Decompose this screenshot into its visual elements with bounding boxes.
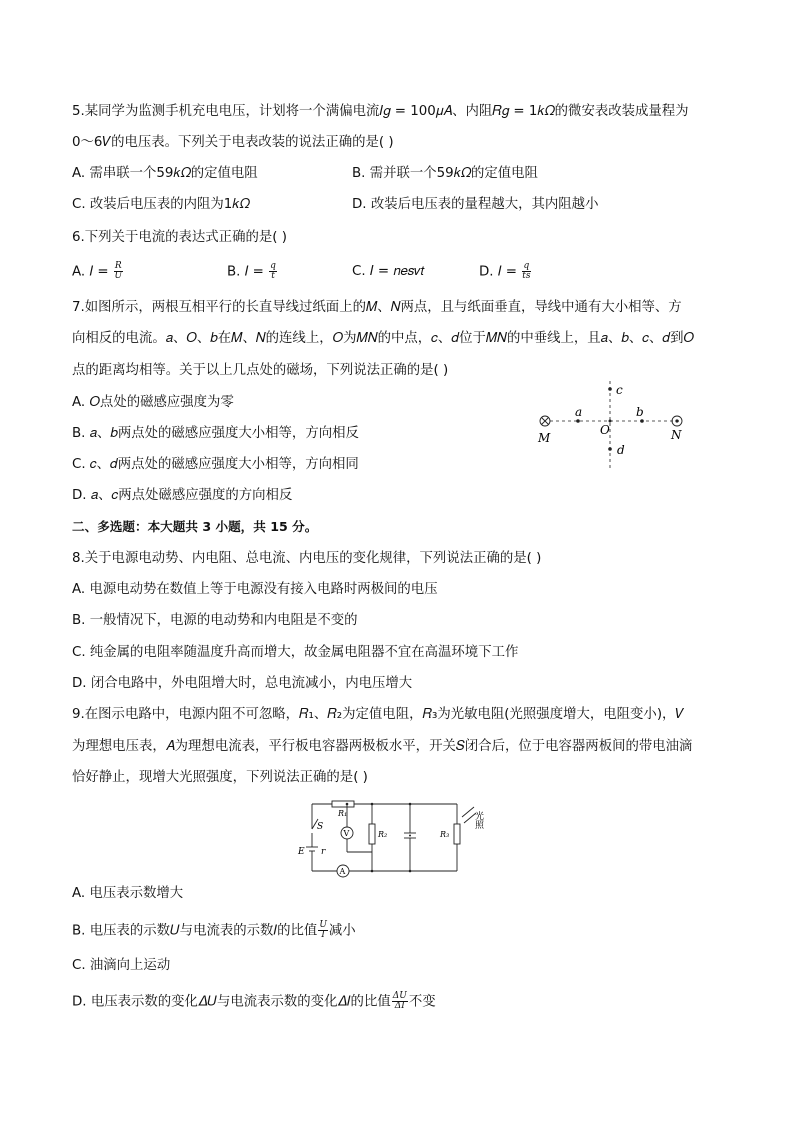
q8-option-a: A. 电源电动势在数值上等于电源没有接入电路时两极间的电压 — [72, 582, 438, 597]
q5-stem-line2: 0～6𝑉的电压表。下列关于电表改装的说法正确的是( ) — [72, 135, 394, 150]
q5-stem-line1: 5.某同学为监测手机充电电压，计划将一个满偏电流𝐼𝑔 = 100𝜇𝐴、内阻𝑅𝑔 = 1𝑘𝛺的微安表改装成量程为 — [72, 104, 689, 119]
q6-b-fraction: $\frac{q}{t}$ — [270, 261, 276, 281]
q7-magnetic-field-figure — [530, 376, 700, 474]
q5-option-b: B. 需并联一个59𝑘𝛺的定值电阻 — [352, 166, 538, 181]
label-b: b — [636, 405, 644, 419]
q7-stem-line3: 点的距离均相等。关于以上几点处的磁场，下列说法正确的是( ) — [72, 363, 449, 378]
q9-stem-line3: 恰好静止，现增大光照强度，下列说法正确的是( ) — [72, 770, 368, 785]
label-r1: R₁ — [338, 809, 348, 818]
q6-option-a: A. 𝐼 = $\frac{R}{U}$ — [72, 261, 123, 281]
q6-option-d: D. 𝐼 = $\frac{q}{ts}$ — [479, 261, 531, 281]
q6-a-fraction: $\frac{R}{U}$ — [114, 261, 123, 281]
q9-stem-line2: 为理想电压表，𝐴为理想电流表，平行板电容器两极板水平，开关𝑆闭合后，位于电容器两板间的带电油滴 — [72, 739, 693, 754]
q5-option-c: C. 改装后电压表的内阻为1𝑘𝛺 — [72, 197, 250, 212]
q7-stem-line1: 7.如图所示，两根互相平行的长直导线过纸面上的𝑀、𝑁两点，且与纸面垂直，导线中通有大小相等、方 — [72, 300, 682, 315]
label-a: a — [575, 405, 583, 419]
label-r3: R₃ — [440, 830, 450, 839]
q7-option-b: B. 𝑎、𝑏两点处的磁感应强度大小相等，方向相反 — [72, 426, 359, 441]
q6-d-fraction: $\frac{q}{ts}$ — [522, 261, 531, 281]
q9-circuit-figure — [292, 799, 502, 879]
label-o: O — [600, 423, 610, 437]
q6-option-b: B. 𝐼 = $\frac{q}{t}$ — [227, 261, 276, 281]
q7-option-d: D. 𝑎、𝑐两点处磁感应强度的方向相反 — [72, 488, 293, 503]
label-v: V — [343, 829, 350, 838]
q8-option-c: C. 纯金属的电阻率随温度升高而增大，故金属电阻器不宜在高温环境下工作 — [72, 645, 519, 660]
q9-option-c: C. 油滴向上运动 — [72, 958, 171, 973]
q9-d-fraction: $\frac{\Delta U}{\Delta I}$ — [392, 991, 407, 1011]
q8-option-d: D. 闭合电路中，外电阻增大时，总电流减小，内电压增大 — [72, 676, 413, 691]
label-m: M — [538, 431, 551, 445]
label-c: c — [616, 383, 623, 397]
label-r2: R₂ — [378, 830, 388, 839]
label-r: r — [321, 847, 326, 857]
wire-n-dot-icon — [672, 416, 682, 426]
q8-stem: 8.关于电源电动势、内电阻、总电流、内电压的变化规律，下列说法正确的是( ) — [72, 551, 542, 566]
q9-option-b: B. 电压表的示数𝑈与电流表的示数𝐼的比值 $\frac{U}{I}$ 减小 — [72, 920, 356, 940]
q9-option-a: A. 电压表示数增大 — [72, 886, 184, 901]
label-e: E — [298, 847, 305, 857]
q8-option-b: B. 一般情况下，电源的电动势和内电阻是不变的 — [72, 613, 358, 628]
q9-b-fraction: $\frac{U}{I}$ — [319, 920, 327, 940]
resistor-r2 — [369, 824, 375, 844]
resistor-r1 — [332, 801, 354, 807]
q6-stem: 6.下列关于电流的表达式正确的是( ) — [72, 230, 287, 245]
wire-m-cross-icon — [540, 416, 550, 426]
section-heading-multiple-choice: 二、多选题：本大题共 3 小题，共 15 分。 — [72, 519, 318, 534]
label-s: S — [317, 822, 324, 832]
q7-option-a: A. 𝑂点处的磁感应强度为零 — [72, 395, 234, 410]
photoresistor-r3 — [454, 824, 460, 844]
label-a: A — [339, 867, 346, 876]
label-light: 光照 — [473, 811, 483, 829]
q7-option-c: C. 𝑐、𝑑两点处的磁感应强度大小相等，方向相同 — [72, 457, 359, 472]
q6-option-c: C. 𝐼 = 𝑛𝑒𝑠𝑣𝑡 — [352, 264, 425, 279]
label-d: d — [617, 443, 625, 457]
q5-option-d: D. 改装后电压表的量程越大，其内阻越小 — [352, 197, 599, 212]
q9-stem-line1: 9.在图示电路中，电源内阻不可忽略，𝑅₁、𝑅₂为定值电阻，𝑅₃为光敏电阻(光照强度增大，电阻变小)，𝑉 — [72, 707, 685, 722]
q5-option-a: A. 需串联一个59𝑘𝛺的定值电阻 — [72, 166, 258, 181]
label-n: N — [671, 428, 682, 442]
q7-stem-line2: 向相反的电流。𝑎、𝑂、𝑏在𝑀、𝑁的连线上，𝑂为𝑀𝑁的中点，𝑐、𝑑位于𝑀𝑁的中垂线上，且𝑎、𝑏、𝑐、𝑑到𝑂 — [72, 331, 695, 346]
q9-option-d: D. 电压表示数的变化𝛥𝑈与电流表示数的变化𝛥𝐼的比值 $\frac{\Delta U}{\Delta I}$ 不变 — [72, 991, 436, 1011]
